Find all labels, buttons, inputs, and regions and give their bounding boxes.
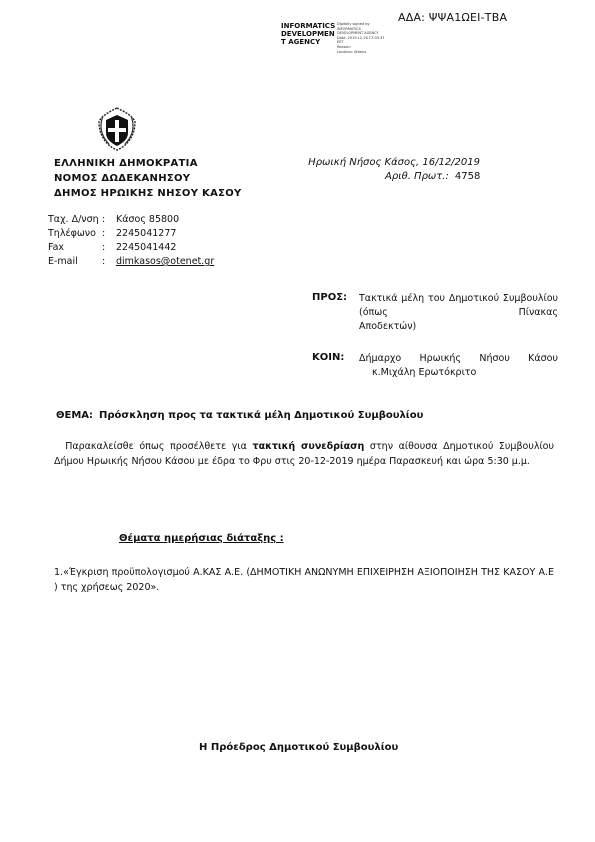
body-text-rest: στην αίθουσα Δημοτικού Συμβουλίου Δήμου Ηρωικής Νήσου Κάσου με έδρα το Φρυ στις 20-12-2019 ημέρα Παρασκευή και ώρα 5:30 μ.μ.: [54, 441, 554, 467]
contact-row: [48, 241, 214, 255]
contact-separator: :: [102, 256, 106, 267]
protocol-value: 4758: [454, 171, 481, 182]
signature-detail-line: INFORMATICS: [337, 26, 361, 31]
place-date: Ηρωική Νήσος Κάσος, 16/12/2019: [308, 157, 480, 168]
contact-row: [48, 213, 214, 227]
contact-separator: :: [102, 214, 106, 225]
subject-line: [56, 410, 423, 421]
signature-detail-line: EET: [337, 40, 344, 45]
authority-line: ΔΗΜΟΣ ΗΡΩΙΚΗΣ ΝΗΣΟΥ ΚΑΣΟΥ: [54, 188, 242, 199]
contact-separator: :: [102, 228, 106, 239]
body-text-start: Παρακαλείσθε όπως προσέλθετε για: [65, 441, 253, 452]
subject-label: ΘΕΜΑ:: [56, 410, 94, 421]
body-text-emphasis: τακτική συνεδρίαση: [252, 441, 365, 452]
digital-signature-stamp: INFORMATICS DEVELOPMEN T AGENCY: [281, 22, 336, 46]
contact-value: 2245041442: [116, 242, 177, 253]
subject-text: Πρόσκληση προς τα τακτικά μέλη Δημοτικού Συμβουλίου: [99, 410, 424, 421]
cc-line: κ.Μιχάλη Ερωτόκριτο: [372, 367, 477, 378]
greek-coat-of-arms-icon: [95, 106, 139, 156]
recipients-line: Αποδεκτών): [359, 321, 417, 332]
signature-detail-line: DEVELOPMENT AGENCY: [337, 31, 379, 36]
contact-key: E-mail: [48, 256, 78, 267]
recipients-line: Τακτικά μέλη του Δημοτικού Συμβουλίου (όπως Πίνακας: [359, 293, 558, 318]
signature-detail-line: Digitally signed by: [337, 22, 370, 26]
agenda-heading: Θέματα ημερήσιας διάταξης :: [119, 533, 284, 544]
contact-row: [48, 227, 214, 241]
issuing-authority: [54, 156, 242, 201]
authority-line: ΝΟΜΟΣ ΔΩΔΕΚΑΝΗΣΟΥ: [54, 173, 191, 184]
contact-separator: :: [102, 242, 106, 253]
cc-label: ΚΟΙΝ:: [312, 352, 345, 363]
cc-text: [359, 352, 558, 380]
authority-line: ΕΛΛΗΝΙΚΗ ΔΗΜΟΚΡΑΤΙΑ: [54, 158, 198, 169]
contact-value: Κάσος 85800: [116, 214, 180, 225]
protocol-label: Αριθ. Πρωτ.:: [385, 171, 449, 182]
contact-details: [48, 213, 214, 269]
contact-row: [48, 255, 214, 269]
ada-code: ΑΔΑ: ΨΨΑ1ΩΕΙ-ΤΒΑ: [398, 11, 508, 24]
invitation-body: [54, 439, 554, 469]
email-link[interactable]: dimkasos@otenet.gr: [116, 256, 215, 267]
contact-value: 2245041277: [116, 228, 177, 239]
contact-key: Ταχ. Δ/νση: [48, 214, 99, 225]
recipients-label: ΠΡΟΣ:: [312, 292, 348, 303]
signature-detail-line: Reason:: [337, 44, 351, 49]
contact-key: Fax: [48, 242, 65, 253]
protocol-number: [385, 171, 480, 182]
agenda-item: 1.«Έγκριση προϋπολογισμού Α.ΚΑΣ Α.Ε. (ΔΗΜΟΤΙΚΗ ΑΝΩΝΥΜΗ ΕΠΙΧΕΙΡΗΣΗ ΑΞΙΟΠΟΙΗΣΗ ΤΗΣ ΚΑΣΟΥ Α.Ε ) της χρήσεως 2020».: [54, 567, 554, 593]
signature-detail-line: Location: Athens: [337, 49, 367, 54]
digital-signature-details: [337, 22, 397, 54]
signature-title: Η Πρόεδρος Δημοτικού Συμβουλίου: [199, 742, 399, 753]
contact-key: Τηλέφωνο: [48, 228, 96, 239]
signature-detail-line: Date: 2019.12.16 17:03:37: [337, 35, 385, 40]
cc-line: Δήμαρχο Ηρωικής Νήσου Κάσου: [359, 353, 558, 364]
recipients-text: [359, 292, 558, 334]
